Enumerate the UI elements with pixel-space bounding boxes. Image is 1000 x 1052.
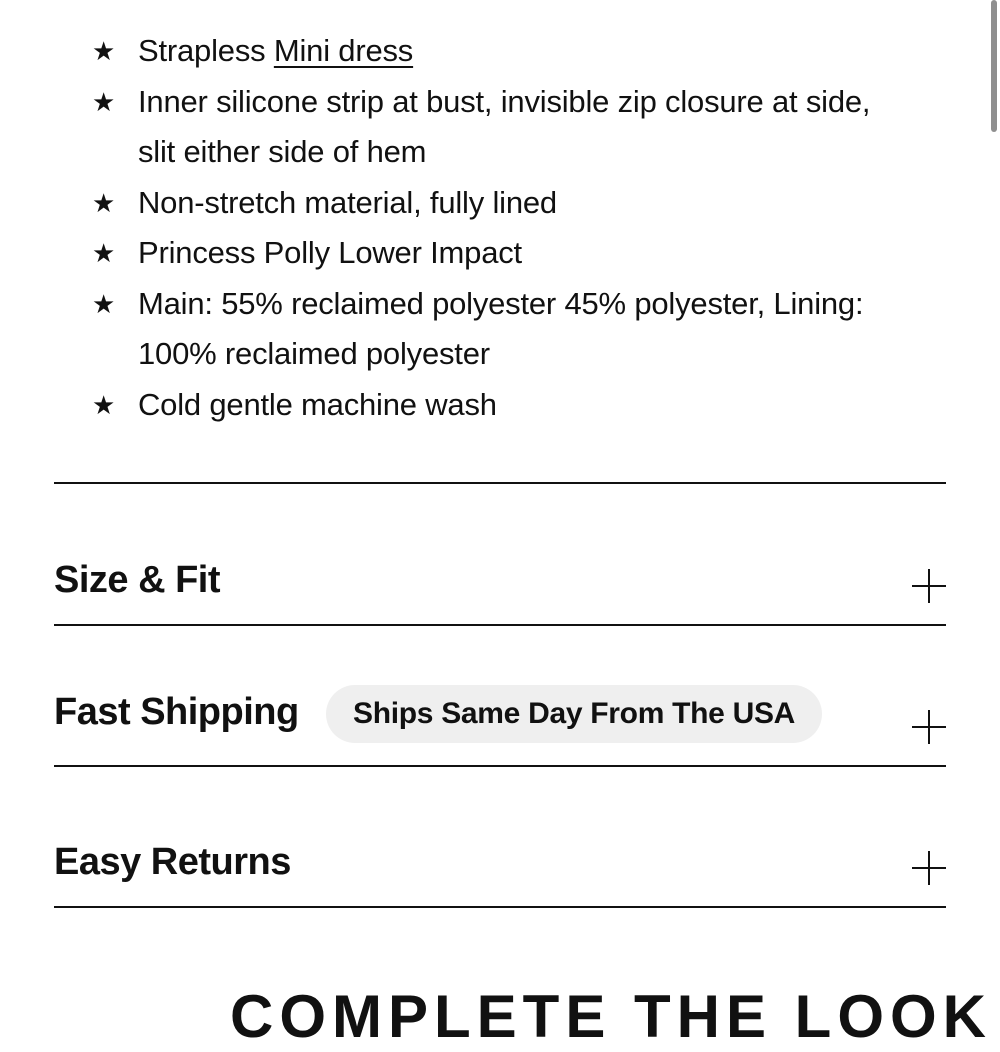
accordion-title: Size & Fit bbox=[54, 559, 221, 601]
accordion-size-fit[interactable] bbox=[54, 484, 946, 626]
feature-text bbox=[138, 26, 892, 77]
star-bullet-icon: ★ bbox=[92, 86, 116, 117]
feature-text: Inner silicone strip at bust, invisible zip closure at side, slit either side of hem bbox=[138, 83, 871, 169]
feature-item bbox=[92, 178, 892, 229]
plus-icon[interactable] bbox=[912, 851, 946, 885]
accordion-easy-returns[interactable] bbox=[54, 767, 946, 908]
star-bullet-icon: ★ bbox=[92, 389, 116, 420]
shipping-badge: Ships Same Day From The USA bbox=[326, 685, 822, 743]
feature-text: Non-stretch material, fully lined bbox=[138, 184, 557, 220]
feature-item bbox=[92, 26, 892, 77]
feature-text-prefix: Strapless bbox=[138, 33, 274, 68]
star-bullet-icon: ★ bbox=[92, 36, 116, 66]
accordion-fast-shipping[interactable] bbox=[54, 626, 946, 767]
feature-text: Cold gentle machine wash bbox=[138, 386, 497, 422]
feature-list bbox=[92, 26, 892, 430]
star-bullet-icon: ★ bbox=[92, 238, 116, 268]
feature-item bbox=[92, 380, 892, 431]
accordion-title: Easy Returns bbox=[54, 841, 291, 883]
feature-text: Princess Polly Lower Impact bbox=[138, 235, 522, 270]
feature-item bbox=[92, 77, 892, 178]
mini-dress-link[interactable]: Mini dress bbox=[273, 33, 414, 68]
section-heading: COMPLETE THE LOOK bbox=[230, 983, 992, 1050]
star-bullet-icon: ★ bbox=[92, 288, 116, 319]
accordion-title: Fast Shipping bbox=[54, 691, 299, 733]
plus-icon[interactable] bbox=[912, 569, 946, 603]
scrollbar-thumb[interactable] bbox=[991, 0, 997, 132]
star-bullet-icon: ★ bbox=[92, 187, 116, 218]
feature-item bbox=[92, 228, 892, 279]
feature-item bbox=[92, 279, 892, 380]
plus-icon[interactable] bbox=[912, 710, 946, 744]
feature-text: Main: 55% reclaimed polyester 45% polyester, Lining: 100% reclaimed polyester bbox=[138, 285, 864, 371]
